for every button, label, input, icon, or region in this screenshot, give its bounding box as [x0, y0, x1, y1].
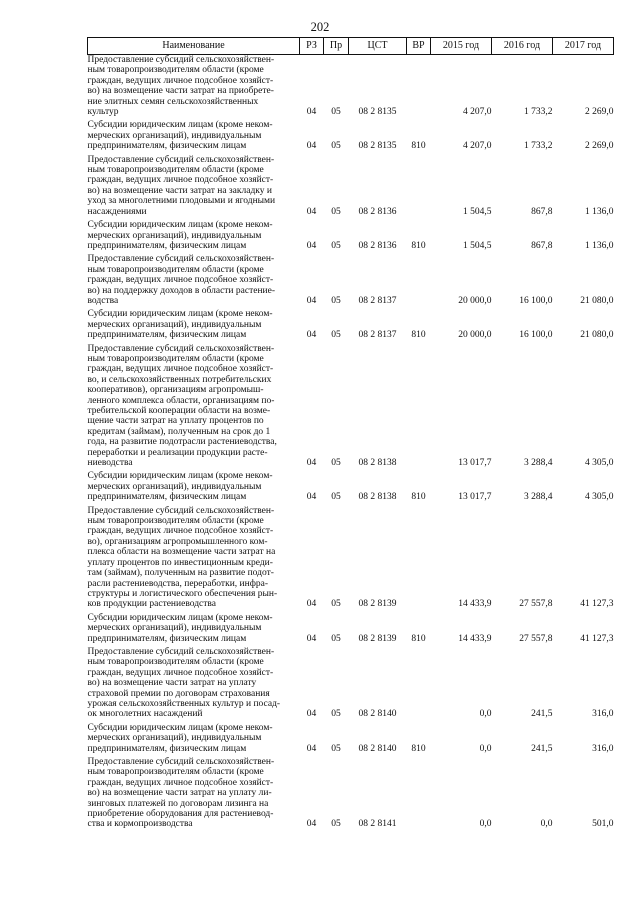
cell-2017: 41 127,3 [580, 599, 614, 610]
cell-2015: 4 207,0 [463, 107, 492, 118]
header-2016: 2016 год [492, 38, 553, 55]
table-row [88, 647, 614, 723]
cell-pr: 05 [331, 599, 341, 610]
cell-cst: 08 2 8136 [358, 240, 397, 251]
cell-vr: 810 [411, 330, 426, 341]
cell-cst: 08 2 8139 [358, 633, 397, 644]
cell-cst: 08 2 8135 [358, 141, 397, 152]
cell-pr: 05 [331, 107, 341, 118]
cell-2017: 1 136,0 [585, 240, 614, 251]
cell-cst: 08 2 8139 [358, 599, 397, 610]
row-name-text: Субсидии юридическим лицам (кроме неком- мерческих организаций), индивидуальным предпринимателям, физическим лицам [87, 220, 273, 251]
cell-pr: 05 [331, 709, 341, 720]
cell-2015: 1 504,5 [463, 206, 492, 217]
cell-vr [407, 155, 431, 220]
cell-vr: 810 [411, 633, 426, 644]
cell-vr [407, 55, 431, 121]
cell-2016: 0,0 [540, 819, 553, 830]
table-row [88, 613, 614, 647]
cell-rz: 04 [306, 240, 317, 251]
cell-name [88, 55, 300, 121]
table-row [88, 155, 614, 220]
cell-name [88, 647, 300, 723]
table-row [88, 506, 614, 613]
row-name-text: Предоставление субсидий сельскохозяйствен- ным товаропроизводителям области (кроме граждан, ведущих личное подсобное хозяйст- во, и сельскохозяйственных потребительских кооперативов), организациям агропромыш- ленного комплекса области, организациям по- требительской кооперации области на возме- щение части затрат на уплату процентов по кредитам (займам), полученным на срок до 1 года, на развитие подотрасли растениеводства, переработки и реализации продукции расте- ниеводства [87, 343, 277, 469]
cell-cst: 08 2 8135 [358, 107, 397, 118]
cell-pr: 05 [331, 458, 341, 469]
table-header-row [88, 38, 614, 55]
cell-vr [407, 254, 431, 309]
cell-name [88, 120, 300, 154]
cell-2015: 14 433,9 [458, 633, 492, 644]
cell-rz: 04 [306, 633, 317, 644]
cell-pr: 05 [331, 295, 341, 306]
cell-cst: 08 2 8137 [358, 295, 397, 306]
table-body [88, 55, 614, 833]
cell-name [88, 757, 300, 833]
cell-vr: 810 [411, 240, 426, 251]
table-row [88, 254, 614, 309]
table-row [88, 309, 614, 343]
cell-2016: 867,8 [531, 240, 553, 251]
cell-cst: 08 2 8140 [358, 743, 397, 754]
row-name-text: Предоставление субсидий сельскохозяйствен- ным товаропроизводителям области (кроме граждан, ведущих личное подсобное хозяйст- во), организациям агропромышленного ком- плекса области на возмещение части затрат на уплату процентов по инвестиционным креди- там (займам), полученным на развитие подот- расли растениеводства, переработки, инфра- структуры и логистического обеспечения рын- ков продукции растениеводства [87, 505, 278, 610]
cell-2017: 2 269,0 [585, 141, 614, 152]
cell-rz: 04 [306, 206, 317, 217]
cell-name [88, 506, 300, 613]
cell-2015: 20 000,0 [458, 330, 492, 341]
cell-pr: 05 [331, 206, 341, 217]
cell-2015: 1 504,5 [463, 240, 492, 251]
header-pr: Пр [324, 38, 349, 55]
cell-2015: 20 000,0 [458, 295, 492, 306]
row-name-text: Субсидии юридическим лицам (кроме неком- мерческих организаций), индивидуальным предпринимателям, физическим лицам [87, 612, 273, 644]
row-name-text: Предоставление субсидий сельскохозяйствен- ным товаропроизводителям области (кроме граждан, ведущих личное подсобное хозяйст- во) на возмещение части затрат на закладку и уход за многолетними плодовыми и ягодными насаждениями [87, 154, 276, 217]
row-name-text: Субсидии юридическим лицам (кроме неком- мерческих организаций), индивидуальным предпринимателям, физическим лицам [87, 309, 273, 341]
cell-name [88, 613, 300, 647]
cell-name [88, 309, 300, 343]
cell-cst: 08 2 8138 [358, 458, 397, 469]
cell-2016: 27 557,8 [519, 599, 553, 610]
header-name: Наименование [88, 38, 300, 55]
cell-2017: 316,0 [592, 709, 614, 720]
header-2015: 2015 год [431, 38, 492, 55]
cell-2016: 3 288,4 [524, 492, 553, 503]
cell-vr [407, 757, 431, 833]
budget-table [87, 37, 614, 833]
cell-2016: 3 288,4 [524, 458, 553, 469]
cell-2017: 2 269,0 [585, 107, 614, 118]
cell-rz: 04 [306, 295, 317, 306]
cell-2015: 13 017,7 [458, 458, 492, 469]
row-name-text: Субсидии юридическим лицам (кроме неком- мерческих организаций), индивидуальным предпринимателям, физическим лицам [87, 471, 273, 503]
cell-rz: 04 [306, 599, 317, 610]
cell-vr: 810 [411, 492, 426, 503]
cell-rz: 04 [306, 492, 317, 503]
cell-rz: 04 [306, 107, 317, 118]
cell-cst: 08 2 8137 [358, 330, 397, 341]
cell-2017: 4 305,0 [585, 458, 614, 469]
cell-cst: 08 2 8136 [358, 206, 397, 217]
cell-2015: 0,0 [479, 709, 492, 720]
table-row [88, 723, 614, 757]
cell-pr: 05 [331, 633, 341, 644]
cell-2017: 21 080,0 [580, 295, 614, 306]
cell-2016: 1 733,2 [524, 107, 553, 118]
cell-2016: 16 100,0 [519, 295, 553, 306]
cell-vr [407, 344, 431, 472]
row-name-text: Предоставление субсидий сельскохозяйствен- ным товаропроизводителям области (кроме граждан, ведущих личное подсобное хозяйст- во) на поддержку доходов в области растение- водства [87, 254, 275, 306]
cell-name [88, 344, 300, 472]
cell-vr [407, 647, 431, 723]
cell-name [88, 254, 300, 309]
cell-2017: 4 305,0 [585, 492, 614, 503]
table-row [88, 120, 614, 154]
cell-pr: 05 [331, 330, 341, 341]
cell-2016: 16 100,0 [519, 330, 553, 341]
cell-pr: 05 [331, 492, 341, 503]
cell-name [88, 471, 300, 505]
cell-rz: 04 [306, 709, 317, 720]
table-row [88, 471, 614, 505]
cell-vr: 810 [411, 141, 426, 152]
table-row [88, 55, 614, 121]
cell-2017: 21 080,0 [580, 330, 614, 341]
cell-2017: 316,0 [592, 743, 614, 754]
cell-2017: 1 136,0 [585, 206, 614, 217]
cell-pr: 05 [331, 240, 341, 251]
cell-2016: 241,5 [531, 743, 553, 754]
cell-2017: 41 127,3 [580, 633, 614, 644]
cell-2015: 14 433,9 [458, 599, 492, 610]
cell-2015: 0,0 [479, 743, 492, 754]
cell-2016: 1 733,2 [524, 141, 553, 152]
cell-rz: 04 [306, 458, 317, 469]
cell-2017: 501,0 [592, 819, 614, 830]
cell-cst: 08 2 8138 [358, 492, 397, 503]
header-cst: ЦСТ [349, 38, 407, 55]
cell-cst: 08 2 8141 [358, 819, 397, 830]
cell-rz: 04 [306, 141, 317, 152]
cell-2015: 0,0 [479, 819, 492, 830]
row-name-text: Предоставление субсидий сельскохозяйствен- ным товаропроизводителям области (кроме граждан, ведущих личное подсобное хозяйст- во) на возмещение части затрат на уплату ли- зинговых платежей по договорам лизинга на приобретение оборудования для растениевод- ства и кормопроизводства [87, 757, 275, 830]
row-name-text: Предоставление субсидий сельскохозяйствен- ным товаропроизводителям области (кроме граждан, ведущих личное подсобное хозяйст- во) на возмещение части затрат на уплату страховой премии по договорам страхования урожая сельскохозяйственных культур и посад- ок многолетних насаждений [87, 646, 281, 720]
page-number: 202 [310, 20, 330, 34]
table-row [88, 757, 614, 833]
header-2017: 2017 год [553, 38, 614, 55]
cell-pr: 05 [331, 819, 341, 830]
row-name-text: Субсидии юридическим лицам (кроме неком- мерческих организаций), индивидуальным предпринимателям, физическим лицам [87, 120, 273, 152]
cell-2016: 27 557,8 [519, 633, 553, 644]
cell-rz: 04 [306, 330, 317, 341]
table-row [88, 344, 614, 472]
cell-pr: 05 [331, 141, 341, 152]
cell-2015: 13 017,7 [458, 492, 492, 503]
row-name-text: Субсидии юридическим лицам (кроме неком- мерческих организаций), индивидуальным предпринимателям, физическим лицам [87, 722, 273, 754]
cell-rz: 04 [306, 819, 317, 830]
cell-pr: 05 [331, 743, 341, 754]
cell-2015: 4 207,0 [463, 141, 492, 152]
cell-vr [407, 506, 431, 613]
cell-2016: 867,8 [531, 206, 553, 217]
table-row [88, 220, 614, 254]
header-rz: РЗ [300, 38, 324, 55]
header-vr: ВР [407, 38, 431, 55]
cell-name [88, 155, 300, 220]
cell-vr: 810 [411, 743, 426, 754]
cell-rz: 04 [306, 743, 317, 754]
cell-name [88, 723, 300, 757]
row-name-text: Предоставление субсидий сельскохозяйствен- ным товаропроизводителям области (кроме граждан, ведущих личное подсобное хозяйст- во) на возмещение части затрат на приобрете- ние элитных семян сельскохозяйственных культур [87, 55, 275, 118]
cell-2016: 241,5 [531, 709, 553, 720]
cell-cst: 08 2 8140 [358, 709, 397, 720]
cell-name [88, 220, 300, 254]
